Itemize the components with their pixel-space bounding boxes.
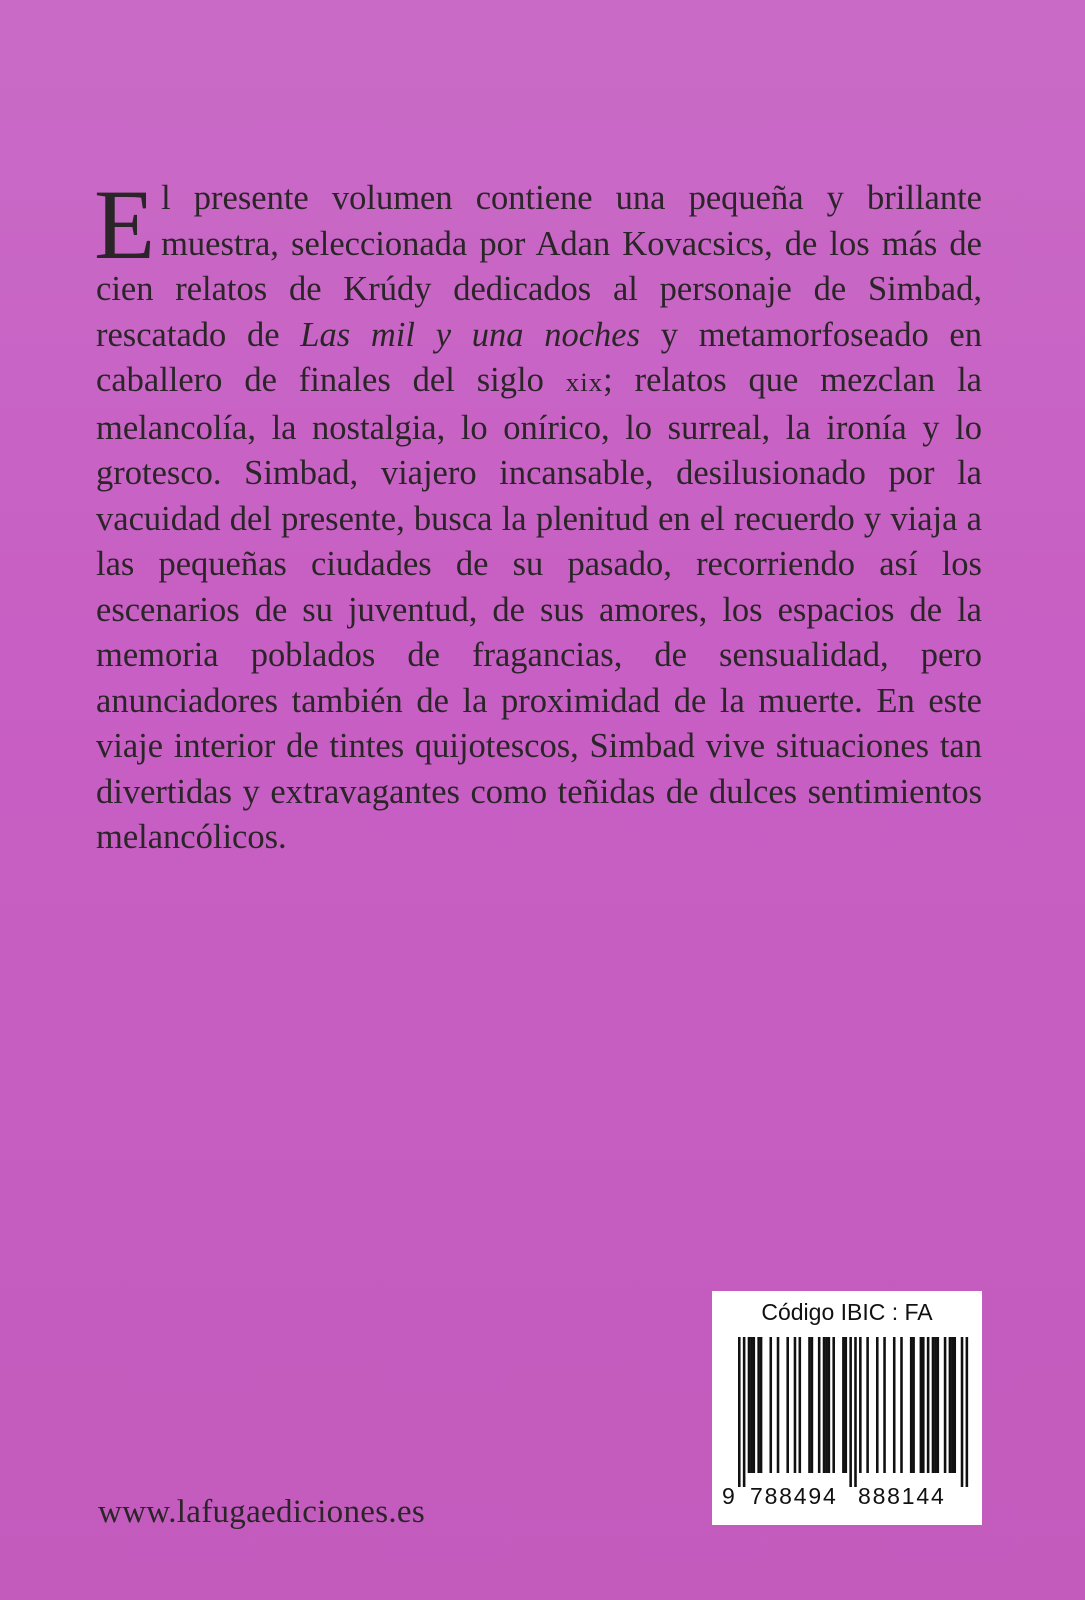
- barcode-bar: [760, 1337, 763, 1473]
- barcode-bar: [769, 1337, 772, 1473]
- synopsis-part-3: ; relatos que mezclan la melancolía, la nostalgia, lo onírico, lo surreal, la ironía y lo grotesco. Simbad, viajero incansable, desilusionado por la vacuidad del presente, busca la plenitud en el recuerdo y viaja a las pequeñas ciudades de su pasado, recorriendo así los escenarios de su juventud, de sus amores, los espacios de la memoria poblados de fragancias, de sensualidad, pero anunciadores también de la proximidad de la muerte. En este viaje interior de tintes quijotescos, Simbad vive situaciones tan divertidas y extravagantes como teñidas de dulces sentimientos melancólicos.: [96, 361, 982, 856]
- isbn-barcode-graphic: [724, 1337, 972, 1487]
- ibic-code: Código IBIC : FA: [761, 1299, 933, 1325]
- barcode-bar: [786, 1337, 789, 1473]
- barcode-bar: [944, 1337, 947, 1473]
- barcode-bar: [932, 1337, 935, 1473]
- barcode-bar: [748, 1337, 751, 1473]
- barcode-label: [712, 1291, 982, 1525]
- barcode-bar: [753, 1337, 756, 1473]
- synopsis-part-1: l presente volumen contiene una pequeña y brillante muestra, seleccionada por Adan Kovacsics, de los más de cien relatos de Krúdy dedicados al personaje de Simbad, rescatado de: [96, 179, 982, 354]
- barcode-bar: [828, 1337, 831, 1473]
- isbn-left-digits: 788494: [750, 1483, 838, 1509]
- barcode-bar: [866, 1337, 869, 1473]
- barcode-bar: [920, 1337, 923, 1473]
- barcode-bar: [743, 1337, 746, 1487]
- barcode-bar: [825, 1337, 828, 1473]
- barcode-bar: [845, 1337, 848, 1473]
- barcode-bar: [799, 1337, 802, 1473]
- barcode-bar: [794, 1337, 797, 1473]
- barcode-bar: [757, 1337, 760, 1473]
- barcode-bar: [811, 1337, 814, 1473]
- century-smallcaps: xix: [565, 367, 604, 397]
- synopsis-text: [94, 169, 982, 861]
- barcode-bar: [738, 1337, 741, 1487]
- barcode-bar: [842, 1337, 845, 1473]
- barcode-bar: [750, 1337, 753, 1473]
- barcode-bar: [859, 1337, 862, 1473]
- barcode-bar: [808, 1337, 811, 1473]
- barcode-bar: [922, 1337, 925, 1473]
- barcode-bar: [912, 1337, 915, 1473]
- barcode-bar: [854, 1337, 857, 1487]
- publisher-website[interactable]: www.lafugaediciones.es: [98, 1494, 426, 1530]
- barcode-bar: [951, 1337, 954, 1473]
- barcode-bar: [927, 1337, 930, 1473]
- barcode-bar: [900, 1337, 903, 1473]
- barcode-bar: [876, 1337, 879, 1473]
- isbn-first-digit: 9: [722, 1483, 737, 1509]
- barcode-bar: [961, 1337, 964, 1487]
- barcode-bar: [953, 1337, 956, 1473]
- barcode-bar: [832, 1337, 835, 1473]
- barcode-bar: [823, 1337, 826, 1473]
- barcode-bar: [949, 1337, 952, 1473]
- barcode-bar: [818, 1337, 821, 1473]
- barcode-bar: [910, 1337, 913, 1473]
- barcode-bar: [893, 1337, 896, 1473]
- barcode-bar: [937, 1337, 940, 1473]
- barcode-bar: [883, 1337, 886, 1473]
- barcode-bar: [934, 1337, 937, 1473]
- book-title-reference: Las mil y una noches: [300, 315, 641, 354]
- synopsis-part-2: y metamorfoseado en caballero de finales del siglo: [96, 315, 982, 399]
- barcode-bar: [777, 1337, 780, 1473]
- isbn-right-digits: 888144: [858, 1483, 946, 1509]
- barcode-bar: [849, 1337, 852, 1487]
- barcode-bar: [966, 1337, 969, 1487]
- drop-cap: E: [94, 169, 156, 280]
